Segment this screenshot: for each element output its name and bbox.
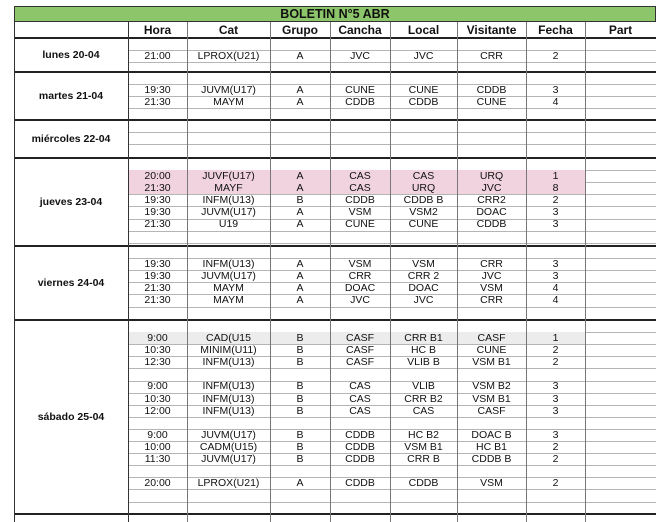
table-cell: CDDB B: [471, 453, 512, 466]
table-cell: 20:00: [144, 170, 171, 183]
table-cell: CDDB: [345, 96, 375, 109]
table-cell: [187, 368, 270, 380]
table-cell: CAS: [412, 404, 435, 417]
table-cell: CAS: [349, 170, 371, 183]
column-header: Grupo: [282, 23, 318, 37]
table-cell: [128, 417, 187, 429]
table-cell: 1: [552, 332, 559, 345]
table-cell: 21:30: [144, 294, 171, 307]
table-cell: DOAC B: [471, 428, 512, 441]
table-cell: B: [296, 356, 304, 369]
table-cell: A: [296, 218, 304, 231]
table-cell: CUNE: [408, 218, 439, 231]
table-cell: B: [296, 428, 304, 441]
table-cell: B: [296, 380, 304, 393]
table-cell: [270, 465, 330, 477]
table-cell: [585, 465, 656, 477]
table-cell: 3: [552, 218, 559, 231]
header-separator: [14, 37, 656, 39]
table-cell: CUNE: [345, 84, 375, 97]
table-cell: [585, 96, 656, 108]
table-cell: B: [296, 440, 304, 453]
row-divider: [128, 132, 656, 133]
table-cell: VLIB: [412, 380, 435, 393]
table-cell: 4: [552, 294, 559, 307]
column-divider: [14, 22, 15, 522]
table-cell: [585, 50, 656, 62]
column-divider: [390, 22, 391, 522]
table-cell: CAS: [349, 380, 371, 393]
table-cell: CASF: [345, 344, 374, 357]
table-cell: JUVF(U17): [202, 170, 255, 183]
table-cell: URQ: [411, 182, 436, 195]
table-cell: MINIM(U11): [200, 344, 257, 357]
table-cell: [187, 417, 270, 429]
table-cell: 12:30: [144, 356, 171, 369]
table-cell: CDDB: [345, 428, 375, 441]
table-cell: 2: [552, 344, 559, 357]
table-cell: INFM(U13): [202, 380, 255, 393]
table-cell: [585, 429, 656, 441]
table-cell: 10:00: [144, 440, 171, 453]
table-cell: 3: [552, 404, 559, 417]
row-divider: [128, 243, 656, 244]
table-cell: CUNE: [476, 96, 507, 109]
table-cell: VSM: [348, 258, 372, 271]
table-cell: HC B2: [408, 428, 439, 441]
table-cell: CDDB: [345, 440, 375, 453]
table-cell: LPROX(U21): [197, 50, 260, 63]
table-cell: A: [296, 294, 304, 307]
table-cell: CRR: [480, 294, 503, 307]
table-cell: JVC: [481, 270, 502, 283]
table-cell: B: [296, 392, 304, 405]
table-cell: 2: [552, 50, 559, 63]
table-cell: [585, 417, 656, 429]
table-cell: 2: [552, 356, 559, 369]
table-cell: VSM B1: [472, 356, 511, 369]
table-cell: CDDB: [476, 84, 507, 97]
table-cell: 11:30: [144, 453, 171, 466]
table-cell: [585, 441, 656, 453]
table-cell: 8: [552, 182, 559, 195]
table-cell: 9:00: [147, 332, 168, 345]
table-cell: CDDB: [408, 96, 439, 109]
table-cell: JVC: [350, 50, 370, 63]
table-cell: [585, 405, 656, 417]
table-cell: CAS: [349, 182, 371, 195]
table-cell: CADM(U15): [199, 440, 258, 453]
table-cell: A: [296, 84, 304, 97]
day-label: lunes 20-04: [42, 49, 100, 61]
table-cell: [585, 206, 656, 218]
table-cell: 3: [552, 270, 559, 283]
table-cell: [585, 453, 656, 465]
column-header: Hora: [143, 23, 172, 37]
table-cell: CRR B2: [404, 392, 443, 405]
table-cell: A: [296, 258, 304, 271]
table-cell: [390, 368, 457, 380]
table-cell: CDDB: [408, 477, 439, 490]
table-cell: CUNE: [345, 218, 375, 231]
day-label: miércoles 22-04: [31, 133, 111, 145]
day-label: sábado 25-04: [37, 411, 105, 423]
table-cell: VSM: [480, 477, 503, 490]
table-cell: 19:30: [144, 84, 171, 97]
table-cell: B: [296, 453, 304, 466]
table-cell: JUVM(U17): [201, 428, 256, 441]
table-cell: CASF: [477, 404, 506, 417]
table-cell: A: [296, 170, 304, 183]
table-cell: JUVM(U17): [201, 84, 256, 97]
column-header: Cancha: [338, 23, 382, 37]
column-divider: [128, 22, 129, 522]
table-cell: A: [296, 282, 304, 295]
table-cell: CAS: [412, 170, 435, 183]
table-cell: [457, 465, 526, 477]
table-cell: 10:30: [144, 344, 171, 357]
table-cell: A: [296, 270, 304, 283]
table-cell: CRR B1: [404, 332, 443, 345]
table-cell: A: [296, 477, 304, 490]
table-cell: CASF: [345, 356, 374, 369]
table-cell: 2: [552, 194, 559, 207]
table-cell: 19:30: [144, 258, 171, 271]
table-cell: 12:00: [144, 404, 171, 417]
table-cell: A: [296, 206, 304, 219]
table-cell: 20:00: [144, 477, 171, 490]
table-cell: JVC: [413, 294, 434, 307]
table-cell: JVC: [481, 182, 502, 195]
table-cell: CRR 2: [407, 270, 440, 283]
table-cell: CDDB: [345, 194, 375, 207]
table-cell: [330, 417, 390, 429]
table-cell: [585, 332, 656, 344]
table-cell: CRR2: [477, 194, 506, 207]
table-cell: [585, 393, 656, 405]
table-cell: 2: [552, 453, 559, 466]
table-cell: B: [296, 332, 304, 345]
table-cell: [585, 182, 656, 194]
table-cell: 19:30: [144, 206, 171, 219]
table-cell: [187, 465, 270, 477]
column-divider: [585, 22, 586, 522]
table-cell: HC B1: [476, 440, 507, 453]
table-cell: [585, 282, 656, 294]
table-cell: B: [296, 194, 304, 207]
table-cell: [526, 465, 585, 477]
table-cell: 9:00: [147, 428, 168, 441]
table-cell: INFM(U13): [202, 404, 255, 417]
table-cell: DOAC: [476, 206, 507, 219]
table-cell: 2: [552, 440, 559, 453]
table-cell: 3: [552, 392, 559, 405]
table-cell: 10:30: [144, 392, 171, 405]
table-cell: DOAC: [408, 282, 439, 295]
table-cell: MAYM: [213, 282, 244, 295]
table-cell: U19: [218, 218, 239, 231]
table-cell: 19:30: [144, 270, 171, 283]
column-divider: [187, 22, 188, 522]
table-cell: B: [296, 404, 304, 417]
table-cell: 9:00: [147, 380, 168, 393]
table-cell: HC B: [410, 344, 437, 357]
table-cell: 21:30: [144, 182, 171, 195]
table-cell: CRR B: [407, 453, 440, 466]
table-cell: VSM B1: [404, 440, 443, 453]
row-divider: [128, 62, 656, 63]
table-cell: VSM2: [409, 206, 438, 219]
column-divider: [330, 22, 331, 522]
table-cell: INFM(U13): [202, 258, 255, 271]
table-cell: CRR: [480, 50, 503, 63]
table-cell: 3: [552, 84, 559, 97]
table-cell: 4: [552, 282, 559, 295]
table-cell: VSM B2: [472, 380, 511, 393]
table-cell: [457, 417, 526, 429]
table-cell: INFM(U13): [202, 194, 255, 207]
table-cell: 4: [552, 96, 559, 109]
table-cell: 19:30: [144, 194, 171, 207]
column-header: Local: [407, 23, 440, 37]
row-divider: [128, 231, 656, 232]
table-cell: 21:30: [144, 96, 171, 109]
table-cell: [585, 270, 656, 282]
table-cell: [330, 465, 390, 477]
table-cell: 1: [552, 170, 559, 183]
day-label: viernes 24-04: [37, 277, 105, 289]
table-cell: [585, 344, 656, 356]
table-cell: VLIB B: [407, 356, 440, 369]
table-cell: [585, 84, 656, 96]
table-cell: INFM(U13): [202, 392, 255, 405]
table-cell: CDDB B: [403, 194, 444, 207]
column-header: Part: [608, 23, 633, 37]
table-cell: VSM: [412, 258, 435, 271]
table-cell: 21:30: [144, 282, 171, 295]
table-cell: CDDB: [476, 218, 507, 231]
table-cell: CASF: [477, 332, 506, 345]
table-cell: [585, 170, 656, 182]
table-cell: CRR: [348, 270, 372, 283]
column-divider: [526, 22, 527, 522]
table-cell: [270, 368, 330, 380]
table-cell: [270, 417, 330, 429]
table-cell: JVC: [350, 294, 370, 307]
table-cell: [585, 477, 656, 489]
table-cell: [585, 380, 656, 392]
table-cell: CAS: [349, 392, 371, 405]
table-cell: CUNE: [476, 344, 507, 357]
table-cell: B: [296, 344, 304, 357]
table-cell: JUVM(U17): [201, 206, 256, 219]
table-cell: [390, 465, 457, 477]
table-cell: CASF: [345, 332, 374, 345]
table-cell: LPROX(U21): [197, 477, 260, 490]
row-divider: [128, 144, 656, 145]
table-cell: A: [296, 50, 304, 63]
table-cell: CDDB: [345, 453, 375, 466]
table-cell: JVC: [413, 50, 434, 63]
table-cell: A: [296, 182, 304, 195]
table-cell: 3: [552, 428, 559, 441]
table-cell: MAYM: [213, 96, 244, 109]
table-cell: CAD(U15: [206, 332, 251, 345]
table-cell: CUNE: [408, 84, 439, 97]
row-divider: [128, 502, 656, 503]
table-cell: 2: [552, 477, 559, 490]
column-header: Visitante: [466, 23, 517, 37]
table-cell: [585, 194, 656, 206]
sheet-title: BOLETIN N°5 ABR: [14, 6, 656, 22]
table-cell: [585, 368, 656, 380]
table-cell: VSM B1: [472, 392, 511, 405]
table-cell: 21:00: [144, 50, 171, 63]
table-cell: [526, 368, 585, 380]
table-cell: [585, 218, 656, 230]
table-cell: [390, 417, 457, 429]
table-cell: [128, 368, 187, 380]
table-cell: 3: [552, 380, 559, 393]
table-cell: 3: [552, 206, 559, 219]
row-divider: [128, 108, 656, 109]
table-cell: VSM: [348, 206, 372, 219]
table-cell: [585, 356, 656, 368]
table-cell: [585, 294, 656, 306]
table-cell: CAS: [349, 404, 371, 417]
table-cell: MAYM: [213, 294, 244, 307]
row-divider: [128, 307, 656, 308]
table-cell: MAYF: [214, 182, 243, 195]
table-cell: [585, 258, 656, 270]
table-cell: 3: [552, 258, 559, 271]
table-cell: CRR: [480, 258, 503, 271]
table-cell: VSM: [480, 282, 503, 295]
row-divider: [128, 489, 656, 490]
column-header: Cat: [218, 23, 239, 37]
table-cell: JUVM(U17): [201, 453, 256, 466]
table-cell: [128, 465, 187, 477]
table-cell: [330, 368, 390, 380]
column-divider: [457, 22, 458, 522]
table-cell: A: [296, 96, 304, 109]
table-cell: [526, 417, 585, 429]
table-cell: [457, 368, 526, 380]
table-cell: CDDB: [345, 477, 375, 490]
table-cell: URQ: [479, 170, 504, 183]
column-header: Fecha: [538, 23, 573, 37]
day-separator: [14, 513, 656, 515]
table-cell: INFM(U13): [202, 356, 255, 369]
table-cell: 21:30: [144, 218, 171, 231]
column-divider: [270, 22, 271, 522]
day-label: jueves 23-04: [39, 196, 103, 208]
table-cell: DOAC: [344, 282, 376, 295]
day-label: martes 21-04: [38, 90, 104, 102]
table-cell: JUVM(U17): [201, 270, 256, 283]
